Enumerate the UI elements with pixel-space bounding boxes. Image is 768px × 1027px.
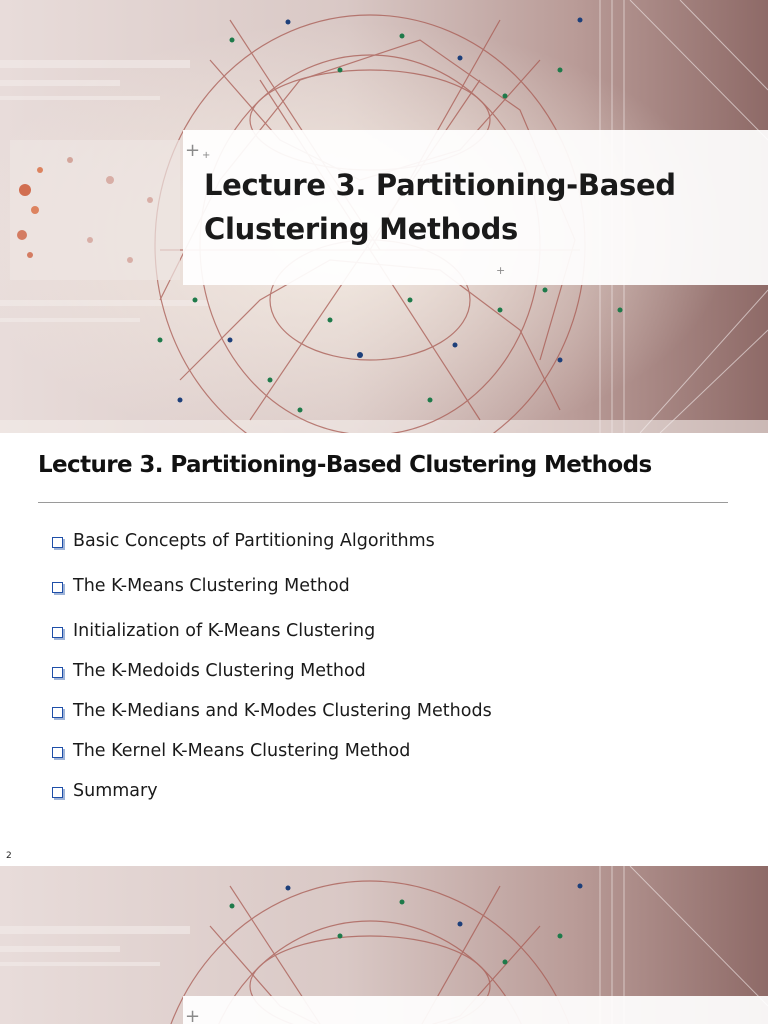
checkbox-bullet-icon [52,787,63,798]
plus-decoration: + [185,1006,201,1027]
list-item-text: Summary [73,781,158,801]
page-number: 2 [6,851,12,861]
list-item [52,771,492,811]
slide-banner-bottom [0,866,768,1024]
list-item-text: The K-Means Clustering Method [73,576,350,596]
list-item-text: Initialization of K-Means Clustering [73,621,376,641]
list-item [52,731,492,771]
list-item [52,691,492,731]
list-item-text: The K-Medoids Clustering Method [73,661,366,681]
slide-heading: Lecture 3. Partitioning-Based Clustering Methods [38,452,652,478]
checkbox-bullet-icon [52,747,63,758]
list-item [52,521,492,561]
list-item-text: Basic Concepts of Partitioning Algorithms [73,531,435,551]
checkbox-bullet-icon [52,537,63,548]
plus-decoration: + [185,140,201,161]
plus-decoration: + [496,264,506,277]
checkbox-bullet-icon [52,707,63,718]
slide-title: Lecture 3. Partitioning-Based Clustering Methods [204,168,676,246]
network-sphere-graphic [0,866,768,1024]
list-item [52,651,492,691]
bullet-list [52,521,492,811]
list-item [52,611,492,651]
list-item-text: The Kernel K-Means Clustering Method [73,741,411,761]
heading-divider [38,502,728,503]
list-item-text: The K-Medians and K-Modes Clustering Methods [73,701,492,721]
list-item [52,566,492,606]
checkbox-bullet-icon [52,627,63,638]
plus-decoration: + [202,150,211,161]
checkbox-bullet-icon [52,582,63,593]
checkbox-bullet-icon [52,667,63,678]
